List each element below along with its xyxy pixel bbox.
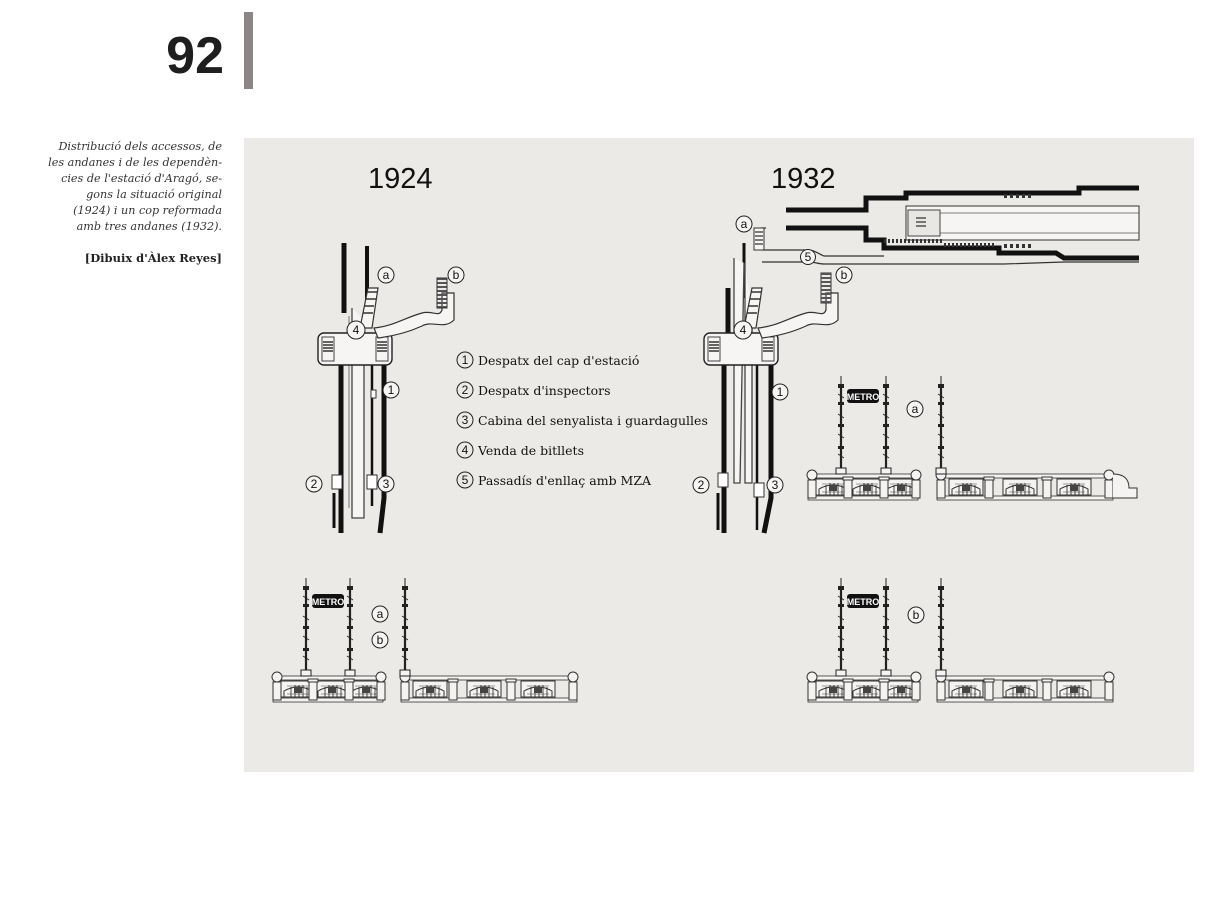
marker-3-1932: 3 [771,478,779,492]
caption-line: cies de l'estació d'Aragó, se- [61,172,222,185]
station-plan-figure [244,138,1194,772]
legend-num-4: 4 [461,443,469,457]
legend-label-4: Venda de bitllets [478,443,584,458]
metro-sign-text: METRO [846,597,880,607]
legend-num-3: 3 [461,413,469,427]
marker-1-1924: 1 [387,383,395,397]
caption-line: (1924) i un cop reformada [73,204,222,217]
year-1924-label: 1924 [368,163,433,195]
marker-a-1924: a [382,268,390,282]
entrance-label-b-1932: b [912,608,920,622]
legend-label-5: Passadís d'enllaç amb MZA [478,473,652,488]
station-plan-drawing [244,138,1194,772]
marker-4-1924: 4 [352,323,360,337]
metro-sign-text: METRO [311,597,345,607]
figure-caption [40,139,222,235]
marker-a-1932: a [740,217,748,231]
marker-b-1924: b [452,268,460,282]
legend-label-3: Cabina del senyalista i guardagulles [478,413,708,428]
entrance-elevation-1924 [272,578,578,702]
legend-num-1: 1 [461,353,469,367]
marker-3-1924: 3 [382,477,390,491]
marker-2-1924: 2 [310,477,318,491]
caption-line: Distribució dels accessos, de [58,140,222,153]
marker-2-1932: 2 [697,478,705,492]
entrance-elevation-1932-b [807,578,1114,702]
legend-num-5: 5 [461,473,469,487]
legend-label-2: Despatx d'inspectors [478,383,611,398]
entrance-label-b-1924: b [376,633,384,647]
entrance-label-a-1924: a [376,607,384,621]
legend-label-1: Despatx del cap d'estació [478,353,640,368]
figure-credit: [Dibuix d'Àlex Reyes] [84,251,222,265]
marker-5-1932: 5 [804,250,812,264]
year-1932-label: 1932 [771,163,836,195]
legend-num-2: 2 [461,383,469,397]
entrance-elevation-1932-a [807,376,1137,500]
page-number: 92 [166,27,224,85]
entrance-label-a-1932: a [911,402,919,416]
marker-b-1932: b [840,268,848,282]
caption-line: amb tres andanes (1932). [76,220,222,233]
caption-line: gons la situació original [86,188,222,201]
marker-1-1932: 1 [776,385,784,399]
legend [457,352,708,488]
marker-4-1932: 4 [739,323,747,337]
metro-sign-text: METRO [846,392,880,402]
caption-line: les andanes i de les dependèn- [48,156,222,169]
page-number-rule [244,12,253,89]
